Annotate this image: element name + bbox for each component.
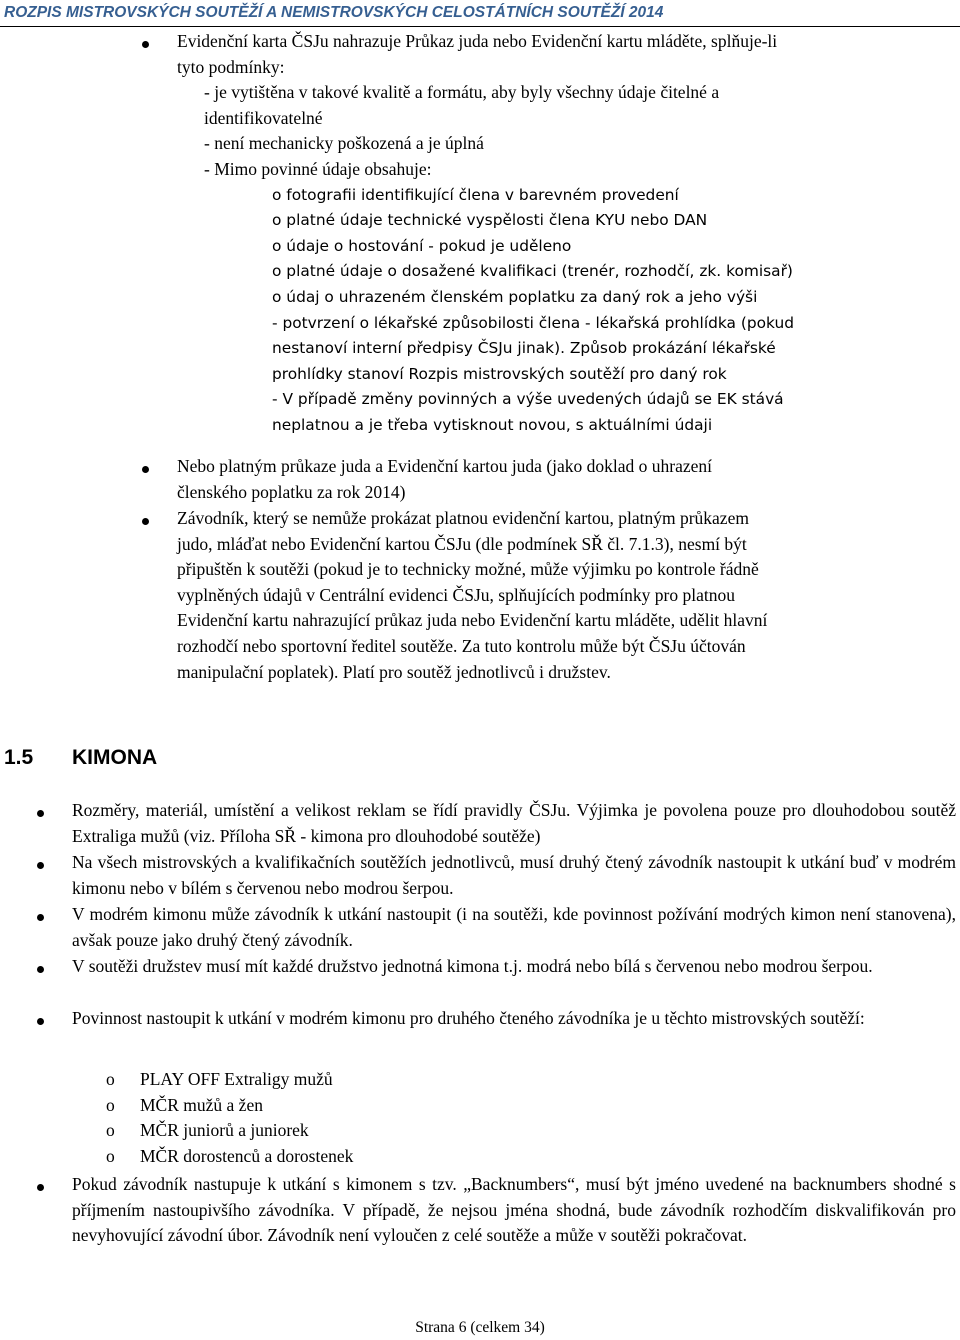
- kimona-bullet-backnumbers: Pokud závodník nastupuje k utkání s kimonem s tzv. „Backnumbers“, musí být jméno uvedené na backnumbers shodné s příjmením nastoupivšího závodníka. V případě, že nejsou jména shodná, bude závodník rozhodčím diskvalifikován pro nevyhovující závodní úbor. Závodník není vyloučen z celé soutěže a může v soutěži pokračovat.: [72, 1174, 956, 1246]
- kimona-bullet-modre-kimono: V modrém kimonu může závodník k utkání nastoupit (i na soutěži, kde povinnost požívání modrých kimon není stanovena), avšak pouze jako druhý čtený závodník.: [72, 904, 956, 950]
- text-line: tyto podmínky:: [177, 56, 285, 77]
- bullet-dot: [37, 1184, 44, 1191]
- text-line: judo, mláďat nebo Evidenční kartou ČSJu (dle podmínek SŘ čl. 7.1.3), nesmí být: [177, 533, 747, 554]
- bullet-zavodnik-bez-karty: [177, 506, 767, 685]
- document-header: [0, 0, 960, 27]
- bullet-dot: [37, 966, 44, 973]
- condition-line: - není mechanicky poškozená a je úplná: [204, 133, 484, 154]
- page-footer: Strana 6 (celkem 34): [415, 1319, 545, 1336]
- sub-bullet-marker: o: [106, 1095, 115, 1115]
- contents-list: [177, 183, 794, 439]
- kimona-bullet-povinnost: Povinnost nastoupit k utkání v modrém kimonu pro druhého čteného závodníka je u těchto mistrovských soutěží:: [72, 1008, 865, 1028]
- bullet-dot: [142, 518, 149, 525]
- bullet-dot: [37, 862, 44, 869]
- content-line: o platné údaje technické vyspělosti člena KYU nebo DAN: [272, 211, 708, 230]
- text-line: rozhodčí nebo sportovní ředitel soutěže. Za tuto kontrolu může být ČSJu účtován: [177, 635, 746, 656]
- section-number: 1.5: [4, 746, 34, 769]
- text-line: Nebo platným průkaze juda a Evidenční kartou juda (jako doklad o uhrazení: [177, 456, 713, 476]
- competition-item: MČR dorostenců a dorostenek: [140, 1146, 354, 1166]
- text-line: Evidenční kartu nahrazující průkaz juda nebo Evidenční kartu mláděte, udělit hlavní: [177, 610, 768, 631]
- kimona-bullet-druzstva: V soutěži družstev musí mít každé družstvo jednotná kimona t.j. modrá nebo bílá s červenou nebo modrou šerpou.: [72, 956, 873, 976]
- bullet-evidencni-karta: [177, 29, 794, 439]
- kimona-bullet-rozmery: Rozměry, materiál, umístění a velikost reklam se řídí pravidly ČSJu. Výjimka je povolena pouze pro dlouhodobou soutěž Extraliga mužů (viz. Příloha SŘ - kimona pro dlouhodobé soutěže): [72, 800, 956, 846]
- bullet-dot: [142, 466, 149, 473]
- sub-bullet-marker: o: [106, 1120, 115, 1140]
- content-line: - V případě změny povinných a výše uvedených údajů se EK stává: [272, 390, 784, 409]
- content-line: prohlídky stanoví Rozpis mistrovských soutěží pro daný rok: [272, 364, 727, 383]
- text-line: manipulační poplatek). Platí pro soutěž jednotlivců i družstev.: [177, 661, 611, 682]
- condition-line: - Mimo povinné údaje obsahuje:: [204, 158, 432, 179]
- text-line: Závodník, který se nemůže prokázat platnou evidenční kartou, platným průkazem: [177, 508, 749, 528]
- bullet-dot: [142, 41, 149, 48]
- condition-line: identifikovatelné: [204, 107, 323, 128]
- competition-item: MČR mužů a žen: [140, 1095, 263, 1115]
- content-line: o fotografii identifikující člena v barevném provedení: [272, 185, 679, 204]
- bullet-dot: [37, 1018, 44, 1025]
- section-title: KIMONA: [72, 746, 158, 769]
- bullet-prukaz-juda: [177, 454, 712, 505]
- content-line: - potvrzení o lékařské způsobilosti člena - lékařská prohlídka (pokud: [272, 313, 794, 332]
- kimona-bullet-mistrovske: Na všech mistrovských a kvalifikačních soutěžích jednotlivců, musí druhý čtený závodník nastoupit k utkání buď v modrém kimonu nebo v bílém s červenou nebo modrou šerpou.: [72, 852, 956, 898]
- content-line: o údaje o hostování - pokud je uděleno: [272, 236, 572, 255]
- conditions-list: [177, 80, 794, 182]
- header-title: ROZPIS MISTROVSKÝCH SOUTĚŽÍ A NEMISTROVSKÝCH CELOSTÁTNÍCH SOUTĚŽÍ 2014: [4, 4, 664, 21]
- text-line: připuštěn k soutěži (pokud je to technicky možné, může výjimku po kontrole řádně: [177, 559, 759, 580]
- sub-bullet-marker: o: [106, 1146, 115, 1166]
- competition-item: MČR juniorů a juniorek: [140, 1120, 309, 1140]
- content-line: o údaj o uhrazeném členském poplatku za daný rok a jeho výši: [272, 287, 758, 306]
- text-line: Evidenční karta ČSJu nahrazuje Průkaz juda nebo Evidenční kartu mláděte, splňuje-li: [177, 31, 778, 51]
- bullet-dot: [37, 810, 44, 817]
- sub-bullet-marker: o: [106, 1069, 115, 1089]
- content-line: o platné údaje o dosažené kvalifikaci (trenér, rozhodčí, zk. komisař): [272, 262, 793, 281]
- section-heading: [4, 743, 157, 773]
- competition-item: PLAY OFF Extraligy mužů: [140, 1069, 333, 1089]
- content-line: neplatnou a je třeba vytisknout novou, s aktuálními údaji: [272, 415, 713, 434]
- bullet-dot: [37, 914, 44, 921]
- content-line: nestanoví interní předpisy ČSJu jinak). Způsob prokázání lékařské: [272, 339, 776, 358]
- condition-line: - je vytištěna v takové kvalitě a formátu, aby byly všechny údaje čitelné a: [204, 82, 720, 103]
- text-line: vyplněných údajů v Centrální evidenci ČSJu, splňujících podmínky pro platnou: [177, 584, 735, 605]
- text-line: členského poplatku za rok 2014): [177, 481, 406, 502]
